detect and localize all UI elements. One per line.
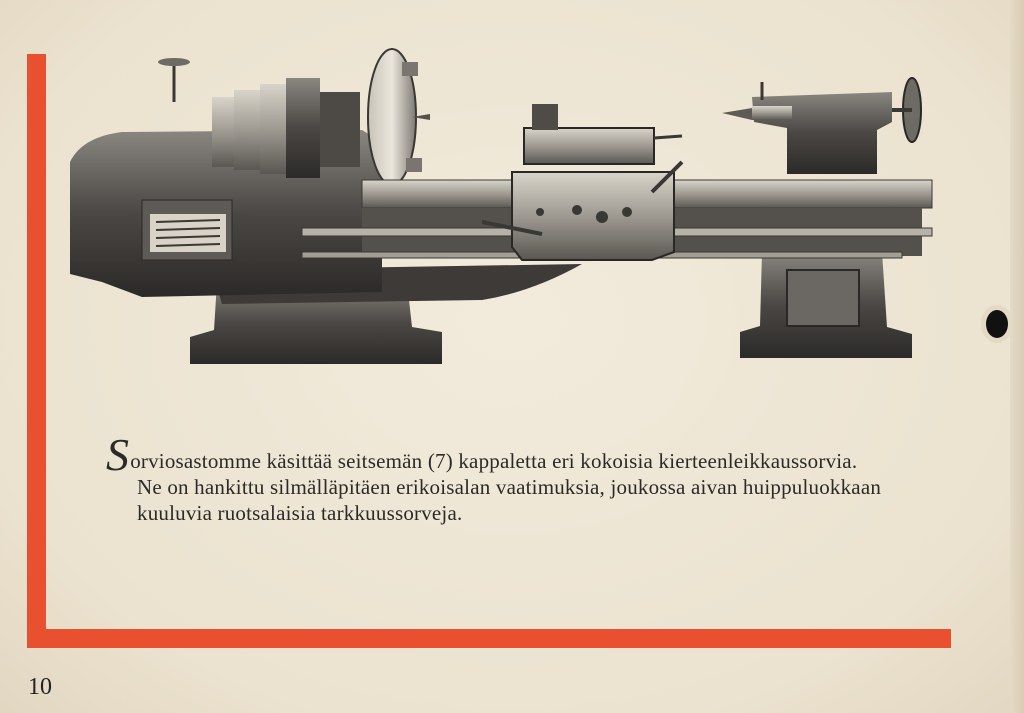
caption-line-1 bbox=[106, 429, 966, 480]
caption-paragraph bbox=[106, 429, 966, 526]
caption-line-3: kuuluvia ruotsalaisia tarkkuussorveja. bbox=[137, 501, 463, 525]
red-horizontal-rule bbox=[27, 629, 951, 648]
caption-line-2: Ne on hankittu silmälläpitäen erikoisalan vaatimuksia, joukossa aivan huippuluokkaan bbox=[137, 475, 882, 499]
red-vertical-rule bbox=[27, 54, 46, 636]
lathe-illustration bbox=[62, 42, 942, 372]
drop-cap: S bbox=[106, 429, 130, 480]
caption-line-1-text: orviosastomme käsittää seitsemän (7) kappaletta eri kokoisia kierteenleikkaussorvia. bbox=[130, 449, 858, 473]
page-edge bbox=[1010, 0, 1024, 713]
page-number: 10 bbox=[28, 674, 52, 700]
punch-hole bbox=[986, 310, 1008, 338]
